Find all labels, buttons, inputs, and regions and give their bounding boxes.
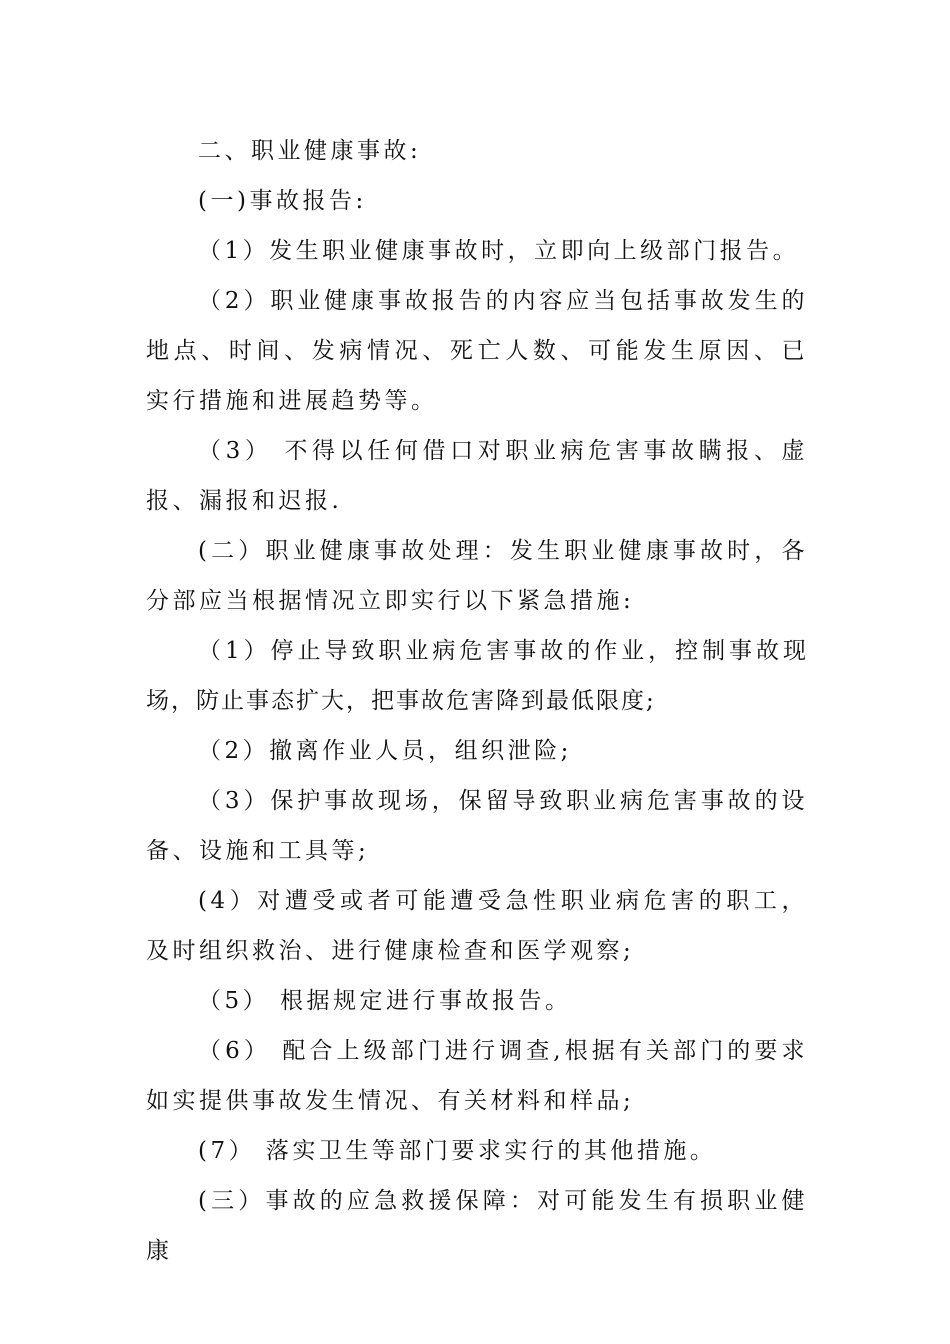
paragraph: （3）保护事故现场，保留导致职业病危害事故的设备、设施和工具等; [146,788,808,864]
paragraph: （1）停止导致职业病危害事故的作业，控制事故现场，防止事态扩大，把事故危害降到最低限度; [146,638,808,714]
subsection-heading: (一)事故报告: [198,188,367,214]
paragraph: （1）发生职业健康事故时，立即向上级部门报告。 [198,238,800,264]
paragraph: （2）撤离作业人员，组织泄险; [198,738,572,764]
paragraph: (7） 落实卫生等部门要求实行的其他措施。 [198,1138,717,1164]
section-heading: 二、职业健康事故: [198,138,422,164]
paragraph: （6） 配合上级部门进行调查,根据有关部门的要求如实提供事故发生情况、有关材料和样品; [146,1038,808,1114]
paragraph: （2）职业健康事故报告的内容应当包括事故发生的地点、时间、发病情况、死亡人数、可能发生原因、已实行措施和进展趋势等。 [146,288,808,414]
paragraph: （5） 根据规定进行事故报告。 [198,988,572,1014]
paragraph: (4）对遭受或者可能遭受急性职业病危害的职工，及时组织救治、进行健康检查和医学观察; [146,888,808,964]
paragraph: （3） 不得以任何借口对职业病危害事故瞒报、虚报、漏报和迟报. [146,438,808,514]
subsection-heading: (二）职业健康事故处理：发生职业健康事故时，各分部应当根据情况立即实行以下紧急措施: [146,538,808,614]
subsection-heading: (三）事故的应急救援保障：对可能发生有损职业健康 [146,1188,808,1264]
document-body [146,126,808,1276]
